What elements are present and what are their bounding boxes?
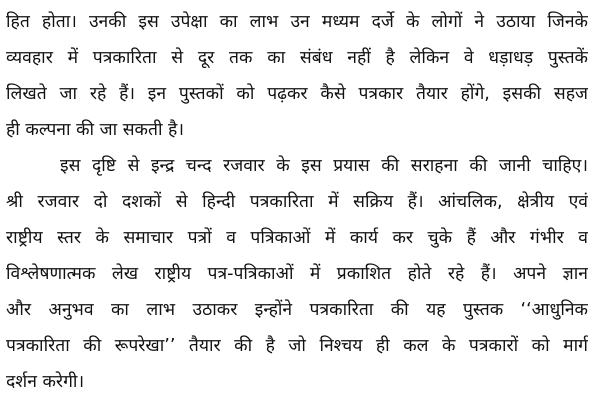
text-line: राष्ट्रीय स्तर के समाचार पत्रों व पत्रिकाओं में कार्य कर चुके हैं और गंभीर व: [6, 228, 588, 248]
text-line: हित होता। उनकी इस उपेक्षा का लाभ उन मध्यम दर्जे के लोगों ने उठाया जिनके: [6, 12, 588, 32]
text-line: श्री रजवार दो दशकों से हिन्दी पत्रकारिता में सक्रिय हैं। आंचलिक, क्षेत्रीय एवं: [6, 192, 588, 212]
text-line: विश्लेषणात्मक लेख राष्ट्रीय पत्र-पत्रिकाओं में प्रकाशित होते रहे हैं। अपने ज्ञान: [6, 264, 588, 284]
text-line: ही कल्पना की जा सकती है।: [6, 120, 184, 140]
text-line: इस दृष्टि से इन्द्र चन्द रजवार के इस प्रयास की सराहना की जानी चाहिए।: [60, 156, 588, 176]
text-line: और अनुभव का लाभ उठाकर इन्होंने पत्रकारिता की यह पुस्तक ‘‘आधुनिक: [6, 300, 588, 320]
text-line: दर्शन करेगी।: [6, 372, 85, 392]
text-line: लिखते जा रहे हैं। इन पुस्तकों को पढ़कर कैसे पत्रकार तैयार होंगे, इसकी सहज: [6, 84, 588, 104]
text-line: पत्रकारिता की रूपरेखा’’ तैयार की है जो निश्चय ही कल के पत्रकारों को मार्ग: [6, 336, 588, 356]
text-line: व्यवहार में पत्रकारिता से दूर तक का संबंध नहीं है लेकिन वे धड़ाधड़ पुस्तकें: [6, 48, 588, 68]
